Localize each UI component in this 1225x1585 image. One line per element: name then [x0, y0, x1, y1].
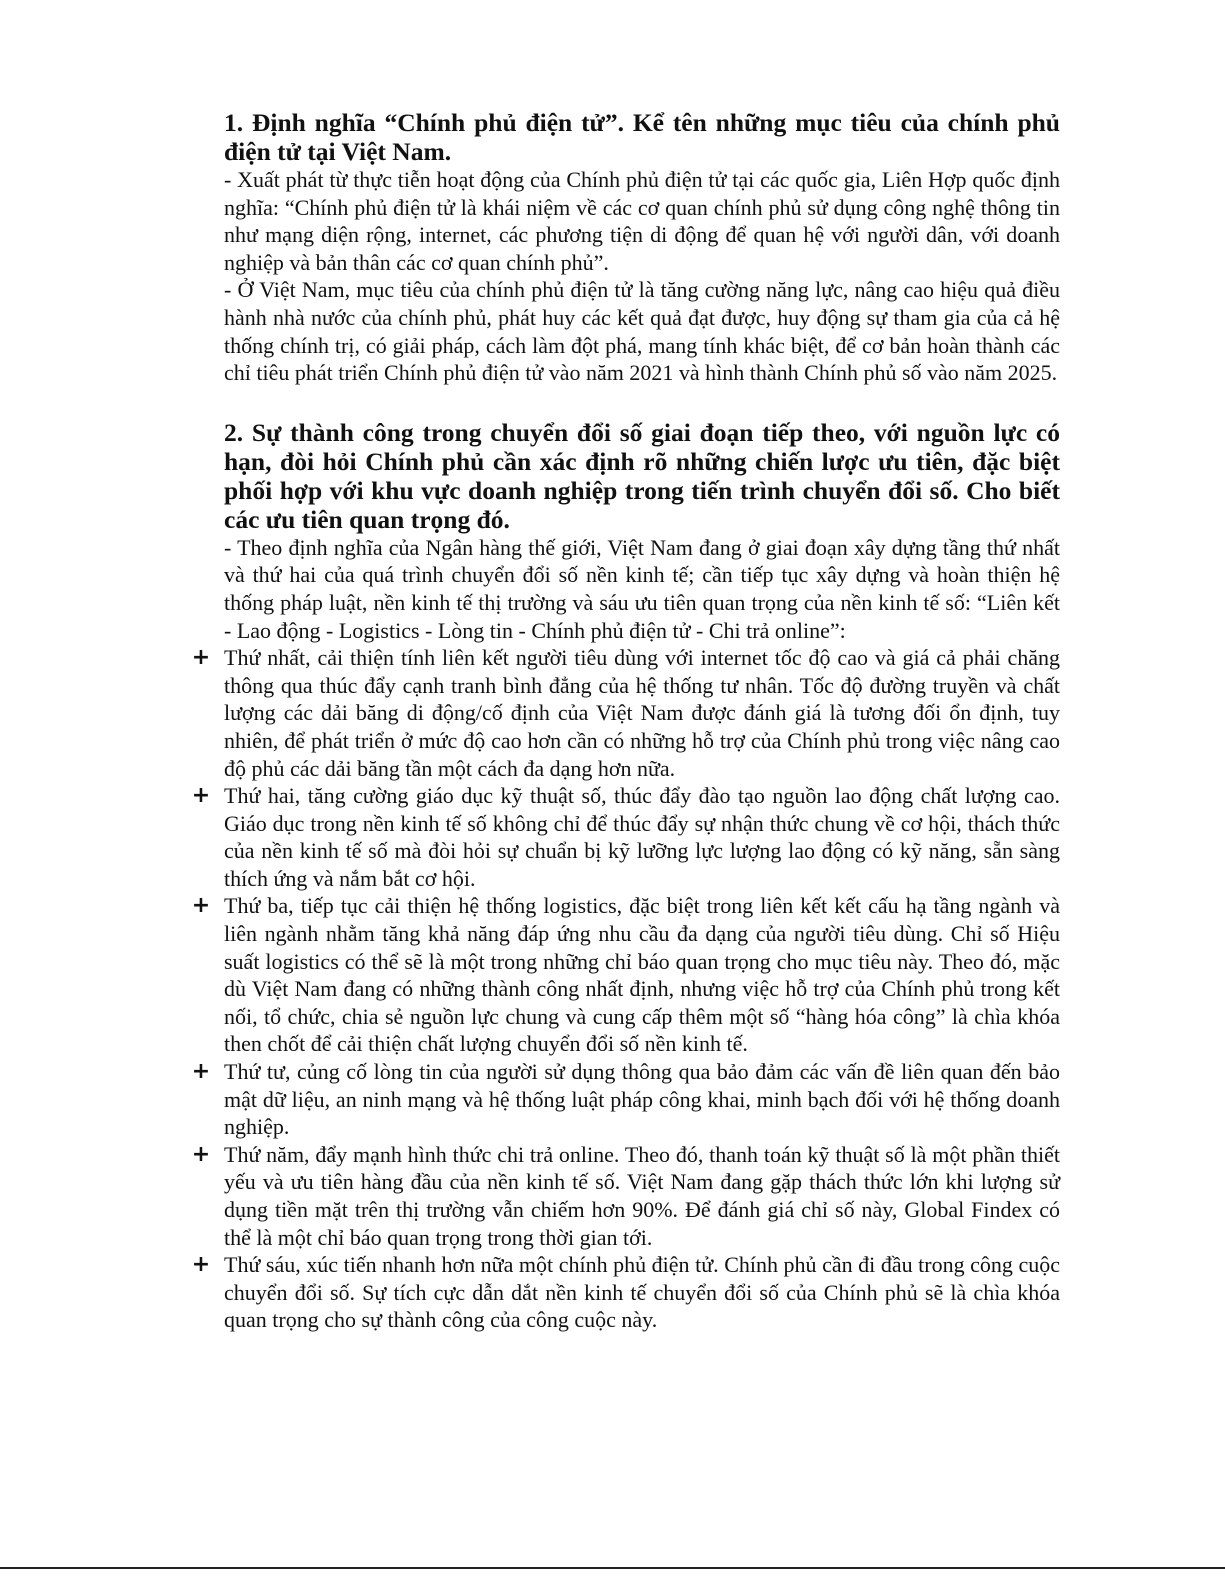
list-item [191, 892, 1060, 1058]
list-item [191, 1141, 1060, 1251]
section-2 [191, 417, 1060, 1334]
plus-bullet-icon: + [191, 893, 211, 919]
list-item [191, 782, 1060, 892]
list-item [191, 1058, 1060, 1141]
section-1 [224, 108, 1060, 387]
document-page [191, 108, 1060, 1334]
list-item-text: Thứ tư, củng cố lòng tin của người sử dụng thông qua bảo đảm các vấn đề liên quan đến bảo mật dữ liệu, an ninh mạng và hệ thống luật pháp công khai, minh bạch đối với hệ thống doanh nghiệp. [224, 1059, 1060, 1140]
list-item-text: Thứ năm, đẩy mạnh hình thức chi trả online. Theo đó, thanh toán kỹ thuật số là một phần thiết yếu và ưu tiên hàng đầu của nền kinh tế số. Việt Nam đang gặp thách thức lớn khi lượng sử dụng tiền mặt trên thị trường vẫn chiếm hơn 90%. Để đánh giá chỉ số này, Global Findex có thể là một chỉ báo quan trọng trong thời gian tới. [224, 1141, 1060, 1250]
list-item-text: Thứ nhất, cải thiện tính liên kết người tiêu dùng với internet tốc độ cao và giá cả phải chăng thông qua thúc đẩy cạnh tranh bình đẳng của hệ thống tư nhân. Tốc độ đường truyền và chất lượng các dải băng di động/cố định của Việt Nam được đánh giá là tương đối ổn định, tuy nhiên, để phát triển ở mức độ cao hơn cần có những hỗ trợ của Chính phủ trong việc nâng cao độ phủ các dải băng tần một cách đa dạng hơn nữa. [224, 645, 1060, 781]
priority-list [191, 644, 1060, 1334]
list-item-text: Thứ sáu, xúc tiến nhanh hơn nữa một chính phủ điện tử. Chính phủ cần đi đầu trong công cuộc chuyển đổi số. Sự tích cực dẫn dắt nền kinh tế chuyển đổi số của Chính phủ sẽ là chìa khóa quan trọng cho sự thành công của công cuộc này. [224, 1252, 1060, 1333]
list-item [191, 1251, 1060, 1334]
section-2-heading: 2. Sự thành công trong chuyển đổi số giai đoạn tiếp theo, với nguồn lực có hạn, đòi hỏi Chính phủ cần xác định rõ những chiến lược ưu tiên, đặc biệt phối hợp với khu vực doanh nghiệp trong tiến trình chuyển đổi số. Cho biết các ưu tiên quan trọng đó. [224, 417, 1060, 534]
plus-bullet-icon: + [191, 1252, 211, 1278]
page-bottom-divider [0, 1567, 1225, 1569]
section-1-paragraph-goals: - Ở Việt Nam, mục tiêu của chính phủ điện tử là tăng cường năng lực, nâng cao hiệu quả điều hành nhà nước của chính phủ, phát huy các kết quả đạt được, huy động sự tham gia của cả hệ thống chính trị, có giải pháp, cách làm đột phá, mang tính khác biệt, để cơ bản hoàn thành các chỉ tiêu phát triển Chính phủ điện tử vào năm 2021 và hình thành Chính phủ số vào năm 2025. [224, 277, 1060, 386]
plus-bullet-icon: + [191, 1141, 211, 1167]
section-1-paragraph-definition: - Xuất phát từ thực tiễn hoạt động của Chính phủ điện tử tại các quốc gia, Liên Hợp quốc định nghĩa: “Chính phủ điện tử là khái niệm về các cơ quan chính phủ sử dụng công nghệ thông tin như mạng diện rộng, internet, các phương tiện di động để quan hệ với người dân, với doanh nghiệp và bản thân các cơ quan chính phủ”. [224, 167, 1060, 275]
list-item-text: Thứ hai, tăng cường giáo dục kỹ thuật số, thúc đẩy đào tạo nguồn lao động chất lượng cao. Giáo dục trong nền kinh tế số không chỉ để thúc đẩy sự nhận thức chung về cơ hội, thách thức của nền kinh tế số mà đòi hỏi sự chuẩn bị kỹ lưỡng lực lượng lao động có kỹ năng, sẵn sàng thích ứng và nắm bắt cơ hội. [224, 783, 1060, 891]
plus-bullet-icon: + [191, 645, 211, 671]
plus-bullet-icon: + [191, 1059, 211, 1085]
section-2-intro: - Theo định nghĩa của Ngân hàng thế giới, Việt Nam đang ở giai đoạn xây dựng tầng thứ nhất và thứ hai của quá trình chuyển đổi số nền kinh tế; cần tiếp tục xây dựng và hoàn thiện hệ thống pháp luật, nền kinh tế thị trường và sáu ưu tiên quan trọng của nền kinh tế số: “Liên kết - Lao động - Logistics - Lòng tin - Chính phủ điện tử - Chi trả online”: [224, 534, 1060, 643]
plus-bullet-icon: + [191, 783, 211, 809]
list-item-text: Thứ ba, tiếp tục cải thiện hệ thống logistics, đặc biệt trong liên kết kết cấu hạ tầng ngành và liên ngành nhằm tăng khả năng đáp ứng nhu cầu đa dạng của người tiêu dùng. Chỉ số Hiệu suất logistics có thể sẽ là một trong những chỉ báo quan trọng cho mục tiêu này. Theo đó, mặc dù Việt Nam đang có những thành công nhất định, nhưng việc hỗ trợ của Chính phủ trong kết nối, tổ chức, chia sẻ nguồn lực chung và cung cấp thêm một số “hàng hóa công” là chìa khóa then chốt để cải thiện chất lượng chuyển đổi số nền kinh tế. [224, 893, 1060, 1057]
list-item [191, 644, 1060, 782]
section-1-heading: 1. Định nghĩa “Chính phủ điện tử”. Kể tên những mục tiêu của chính phủ điện tử tại Việt Nam. [224, 108, 1060, 166]
